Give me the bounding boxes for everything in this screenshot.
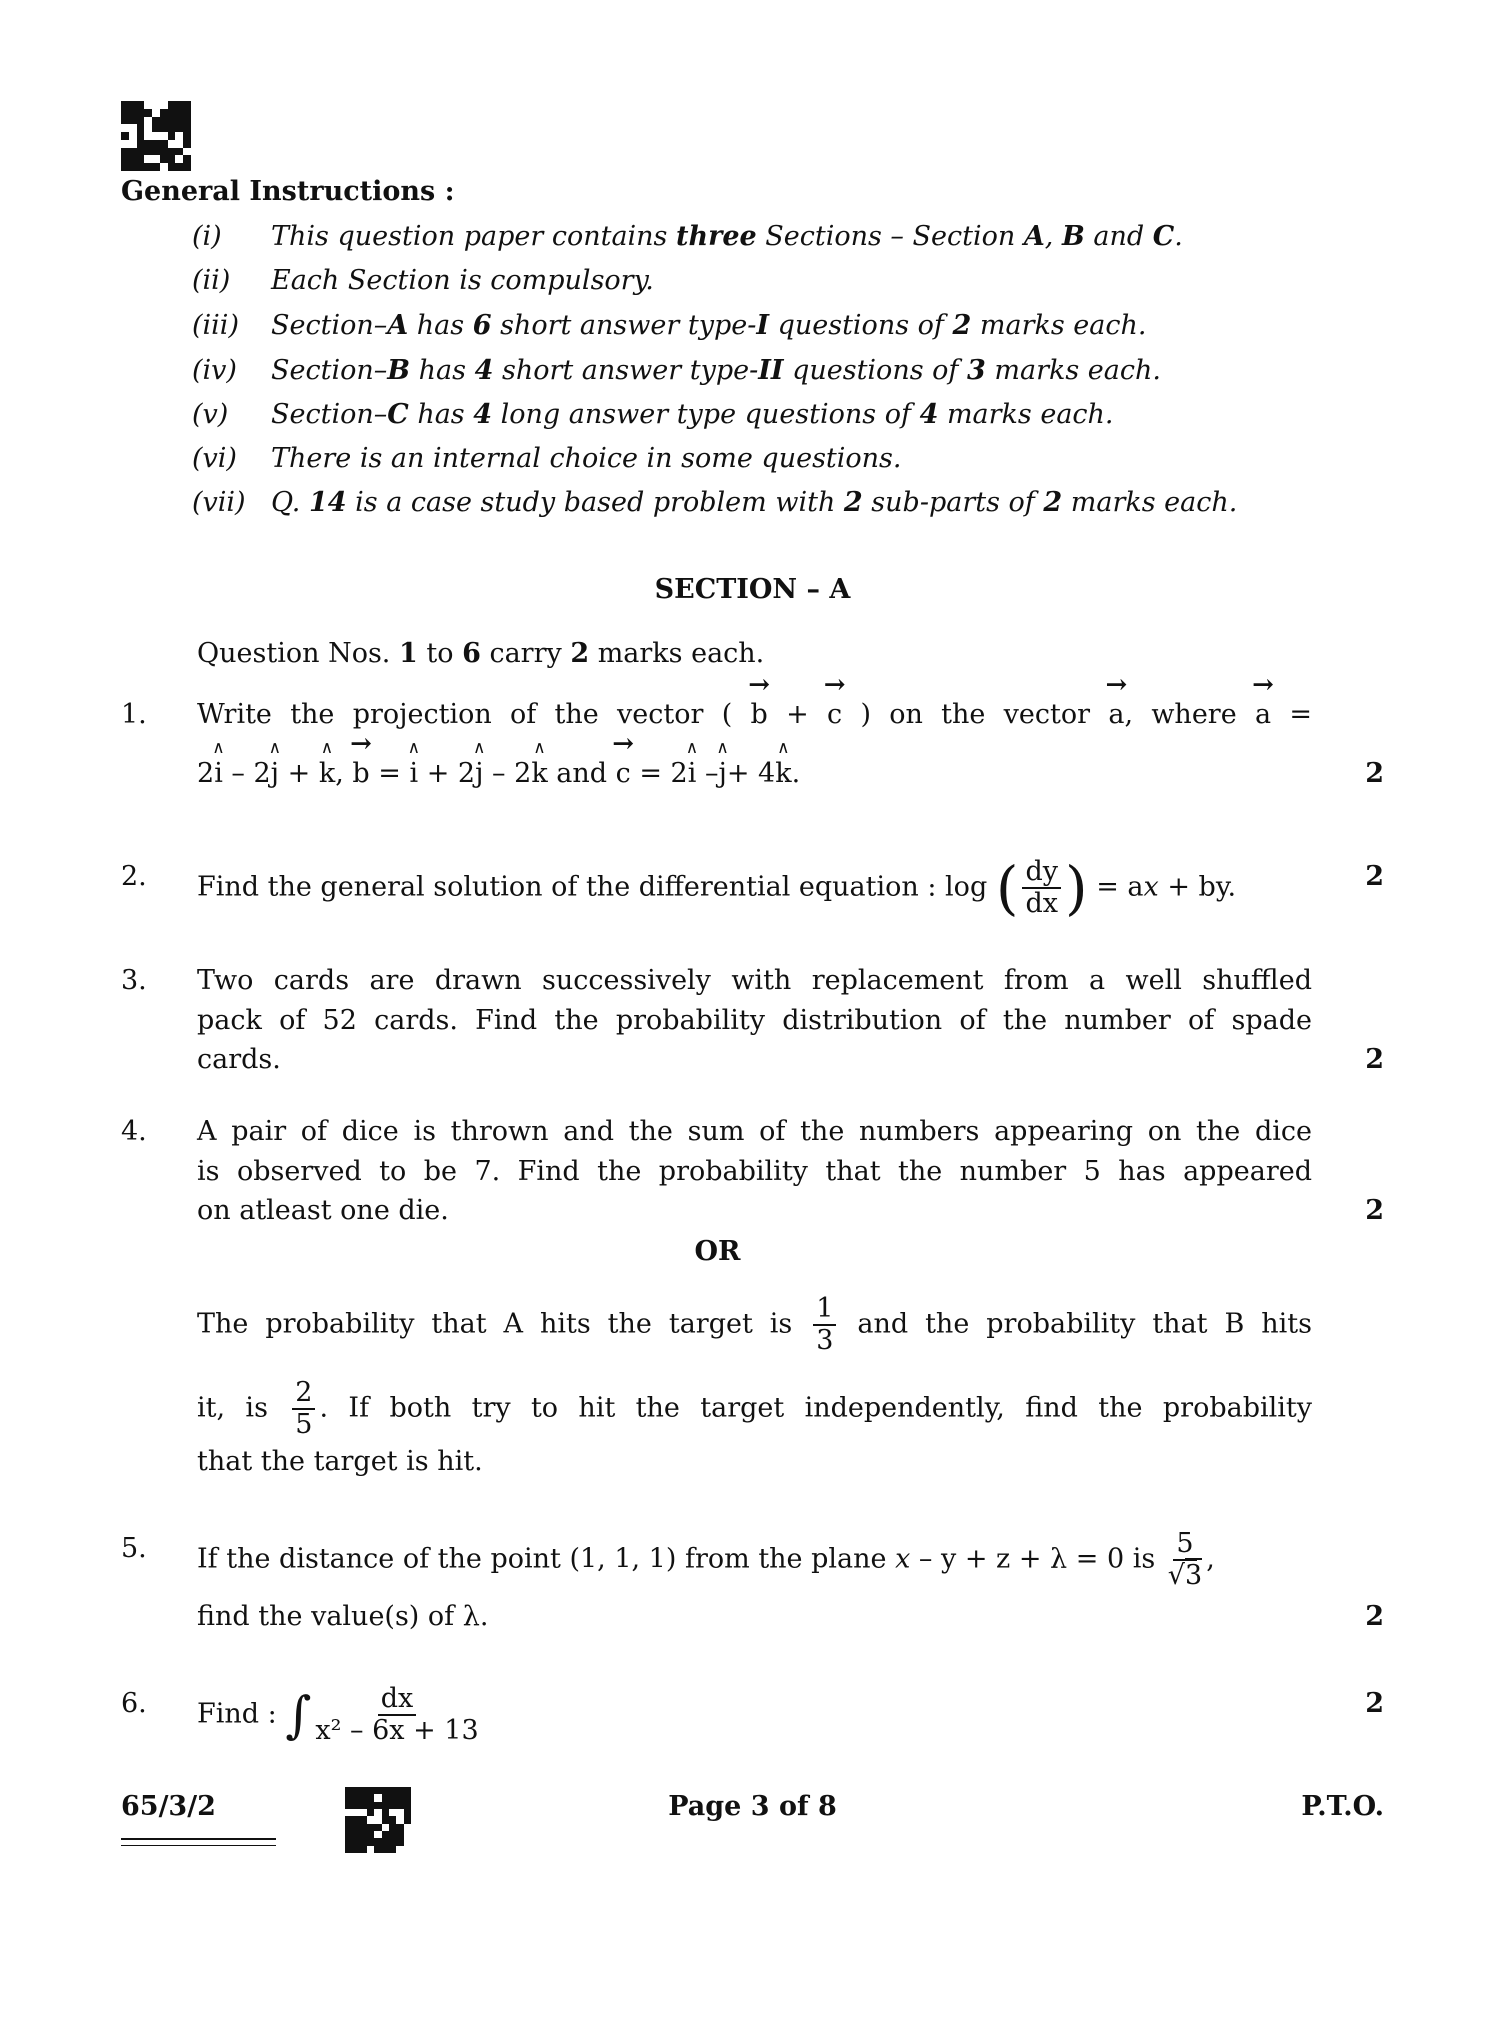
qr-module (144, 109, 152, 117)
qr-module (144, 163, 152, 171)
text-run: Section– (271, 399, 388, 430)
or-label: OR (694, 1236, 741, 1267)
qr-module (175, 101, 183, 109)
qr-module (160, 132, 168, 140)
question-marks: 2 (1365, 1688, 1384, 1719)
vector-symbol: → c (827, 695, 842, 735)
fraction (1168, 1529, 1202, 1591)
denominator (1168, 1561, 1202, 1591)
qr-module (175, 109, 183, 117)
question-marks: 2 (1365, 1601, 1384, 1632)
text-run: Sections – Section (756, 221, 1024, 252)
qr-module (175, 148, 183, 156)
qr-module (129, 109, 137, 117)
text-run: marks each. (1062, 487, 1238, 518)
text-run: sub-parts of (862, 487, 1044, 518)
text-run: Section– (271, 310, 388, 341)
text-run: ) on the vector (842, 699, 1109, 730)
numerator: dy (1022, 857, 1061, 889)
unit-vector-symbol: ∧ j (475, 754, 483, 794)
qr-module (137, 124, 145, 132)
numerator: dx (378, 1684, 417, 1716)
text-run: long answer type questions of (492, 399, 920, 430)
text-run: , (1206, 1543, 1215, 1575)
qr-module (374, 1831, 381, 1838)
parenthesis: ) (1065, 854, 1088, 922)
instruction-text (271, 351, 1161, 391)
numerator: 2 (292, 1378, 315, 1410)
qr-module (144, 132, 152, 140)
text-run: + by. (1158, 871, 1237, 903)
qr-module (382, 1831, 389, 1838)
instruction-number: (i) (192, 221, 222, 252)
qr-module (137, 155, 145, 163)
denominator: 5 (295, 1409, 313, 1440)
qr-module (396, 1846, 403, 1853)
qr-module (129, 140, 137, 148)
question-marks: 2 (1365, 1195, 1384, 1226)
question-marks: 2 (1365, 861, 1384, 892)
instruction-text (271, 395, 1114, 435)
qr-module (152, 163, 160, 171)
qr-module (121, 148, 129, 156)
qr-module (175, 155, 183, 163)
qr-module (152, 155, 160, 163)
paper-code: 65/3/2 (121, 1791, 216, 1822)
instruction-text (271, 306, 1146, 346)
qr-module (374, 1838, 381, 1845)
text-run: + (279, 758, 319, 789)
instruction-number: (v) (192, 399, 229, 430)
text-run: , (1044, 221, 1062, 252)
qr-module (121, 132, 129, 140)
bold-text: A (387, 310, 409, 341)
instruction-text (271, 217, 1183, 257)
qr-module (144, 140, 152, 148)
text-run: Find : (197, 1698, 286, 1730)
text-run: Q. (271, 487, 309, 518)
question-marks: 2 (1365, 1044, 1384, 1075)
qr-module (144, 148, 152, 156)
q4-alt-line1 (197, 1293, 1312, 1356)
qr-module (121, 109, 129, 117)
vector-symbol: → b (751, 695, 768, 735)
q5-line2 (197, 1597, 488, 1637)
question-number: 6. (121, 1688, 147, 1719)
unit-vector-symbol: ∧ i (409, 754, 418, 794)
q4-alt-line3 (197, 1442, 483, 1482)
qr-module (160, 140, 168, 148)
text-run: carry (480, 638, 571, 669)
qr-module (168, 117, 176, 125)
instruction-text (271, 439, 902, 479)
text-run: Write the projection of the vector ( (197, 699, 751, 730)
instruction-number: (iii) (192, 310, 239, 341)
sqrt-radicand: 3 (1185, 1560, 1203, 1591)
text-run: marks each. (589, 638, 765, 669)
qr-module (175, 117, 183, 125)
qr-module (183, 109, 191, 117)
text-run: has (410, 355, 475, 386)
qr-module (137, 148, 145, 156)
qr-module (183, 117, 191, 125)
q4-alt-line2 (197, 1377, 1312, 1440)
q1-line2 (197, 754, 800, 794)
text-run: Question Nos. (197, 638, 399, 669)
qr-module (129, 124, 137, 132)
question-number: 3. (121, 965, 147, 996)
bold-text: 2 (843, 487, 863, 518)
unit-vector-symbol: ∧ k (319, 754, 335, 794)
unit-vector-symbol: ∧ j (271, 754, 279, 794)
qr-module (168, 148, 176, 156)
text-run: , where (1124, 699, 1255, 730)
qr-module (183, 148, 191, 156)
instruction-number: (iv) (192, 355, 237, 386)
paper-code-underline (121, 1838, 276, 1846)
question-number: 1. (121, 699, 147, 730)
unit-vector-symbol: ∧ k (775, 754, 791, 794)
general-instructions-heading: General Instructions : (121, 176, 455, 207)
bold-text: 14 (308, 487, 347, 518)
qr-module (352, 1838, 359, 1845)
qr-module (129, 101, 137, 109)
text-run: = a (1087, 871, 1144, 903)
qr-module (374, 1846, 381, 1853)
text-run: it, is (197, 1392, 289, 1424)
vector-symbol: → c (616, 754, 631, 794)
qr-module (121, 117, 129, 125)
text-run: that the target is hit. (197, 1446, 483, 1477)
text-run: = (1271, 699, 1312, 730)
qr-module (183, 155, 191, 163)
qr-module (129, 155, 137, 163)
qr-module (168, 163, 176, 171)
text-run: and the probability that B hits (840, 1308, 1312, 1340)
bold-text: 3 (966, 355, 986, 386)
parenthesis: ( (995, 854, 1019, 922)
unit-vector-symbol: ∧ i (214, 754, 223, 794)
numerator: 5 (1173, 1529, 1196, 1561)
bold-text: 2 (570, 638, 590, 669)
italic-variable: x (1143, 871, 1159, 903)
text-run: marks each. (985, 355, 1161, 386)
qr-module (137, 140, 145, 148)
qr-module (175, 140, 183, 148)
text-run: short answer type- (491, 310, 757, 341)
qr-module (152, 140, 160, 148)
fraction (1022, 857, 1061, 919)
unit-vector-symbol: ∧ k (531, 754, 547, 794)
qr-module (160, 155, 168, 163)
bold-text: 2 (1043, 487, 1063, 518)
vector-symbol: → b (352, 754, 369, 794)
text-run: questions of (783, 355, 967, 386)
text-run: has (408, 310, 473, 341)
text-run: – (696, 758, 719, 789)
qr-module (389, 1838, 396, 1845)
denominator: 3 (816, 1325, 834, 1356)
qr-module (382, 1838, 389, 1845)
qr-module (168, 101, 176, 109)
text-run: , (335, 758, 353, 789)
text-run: There is an internal choice in some questions. (271, 443, 902, 474)
qr-module (144, 124, 152, 132)
bold-text: C (387, 399, 409, 430)
qr-module (152, 109, 160, 117)
unit-vector-symbol: ∧ j (718, 754, 726, 794)
text-run: and (547, 758, 616, 789)
q3-line: Two cards are drawn successively with replacement from a well shuffled (197, 965, 1312, 996)
sqrt-sign: √ (1167, 1560, 1186, 1591)
text-run: Each Section is compulsory. (271, 265, 654, 296)
text-run: and (1084, 221, 1153, 252)
text-run: This question paper contains (271, 221, 676, 252)
section-title: SECTION – A (654, 574, 851, 605)
q2-line1 (197, 854, 1237, 922)
text-run: The probability that A hits the target is (197, 1308, 810, 1340)
qr-module (137, 163, 145, 171)
bold-text: B (1061, 221, 1085, 252)
qr-module (404, 1838, 411, 1845)
qr-module (144, 117, 152, 125)
qr-module (129, 148, 137, 156)
text-run: questions of (768, 310, 953, 341)
q3-line: cards. (197, 1044, 281, 1075)
fraction (292, 1378, 315, 1440)
qr-module (360, 1846, 367, 1853)
fraction (813, 1294, 836, 1356)
text-run: + (767, 699, 828, 730)
text-run: marks each. (938, 399, 1114, 430)
question-marks: 2 (1365, 758, 1384, 789)
qr-module (175, 132, 183, 140)
text-run: short answer type- (493, 355, 759, 386)
qr-module (137, 117, 145, 125)
qr-module (367, 1846, 374, 1853)
bold-text: II (758, 355, 784, 386)
denominator: dx (1025, 888, 1058, 919)
text-run: . (1174, 221, 1183, 252)
qr-module (404, 1831, 411, 1838)
qr-code-top (121, 101, 191, 171)
text-run: – y + z + λ = 0 is (910, 1543, 1164, 1575)
qr-module (367, 1838, 374, 1845)
instruction-number: (vi) (192, 443, 237, 474)
qr-module (129, 132, 137, 140)
qr-module (396, 1838, 403, 1845)
bold-text: 2 (952, 310, 972, 341)
bold-text: 4 (474, 355, 494, 386)
bold-text: 6 (462, 638, 481, 669)
vector-symbol: → a (1108, 695, 1124, 735)
qr-module (121, 163, 129, 171)
bold-text: C (1152, 221, 1175, 252)
text-run: . (791, 758, 801, 789)
qr-module (367, 1831, 374, 1838)
text-run: Section– (271, 355, 388, 386)
text-run: 2 (197, 758, 215, 789)
text-run: If the distance of the point (1, 1, 1) from the plane (197, 1543, 896, 1575)
qr-module (137, 109, 145, 117)
instruction-number: (vii) (192, 487, 246, 518)
qr-module (389, 1831, 396, 1838)
instruction-text (271, 483, 1237, 523)
unit-vector-symbol: ∧ i (688, 754, 697, 794)
qr-module (129, 163, 137, 171)
qr-module (152, 124, 160, 132)
bold-text: 1 (398, 638, 418, 669)
section-intro (197, 634, 764, 674)
q4-line: on atleast one die. (197, 1195, 449, 1226)
qr-module (396, 1831, 403, 1838)
qr-module (121, 101, 129, 109)
text-run: has (408, 399, 474, 430)
vector-symbol: → a (1255, 695, 1271, 735)
text-run: find the value(s) of λ. (197, 1601, 489, 1632)
qr-module (404, 1846, 411, 1853)
q4-line: A pair of dice is thrown and the sum of the numbers appearing on the dice (197, 1116, 1312, 1147)
qr-module (160, 117, 168, 125)
qr-module (137, 101, 145, 109)
instruction-number: (ii) (192, 265, 231, 296)
qr-module (160, 101, 168, 109)
qr-module (121, 155, 129, 163)
qr-module (175, 163, 183, 171)
qr-module (352, 1846, 359, 1853)
qr-module (168, 132, 176, 140)
qr-module (168, 124, 176, 132)
question-number: 4. (121, 1116, 147, 1147)
qr-module (160, 124, 168, 132)
text-run: + 4 (726, 758, 776, 789)
text-run: Find the general solution of the differential equation : log (197, 871, 996, 903)
qr-module (129, 117, 137, 125)
qr-module (183, 140, 191, 148)
bold-text: B (387, 355, 411, 386)
qr-module (160, 109, 168, 117)
bold-text: I (756, 310, 769, 341)
q5-line1 (197, 1528, 1215, 1591)
qr-module (389, 1846, 396, 1853)
integral-sign: ∫ (285, 1686, 312, 1744)
qr-module (144, 155, 152, 163)
qr-module (152, 117, 160, 125)
text-run: + 2 (418, 758, 476, 789)
qr-module (168, 140, 176, 148)
bold-text: 6 (472, 310, 492, 341)
q4-line: is observed to be 7. Find the probability that the number 5 has appeared (197, 1156, 1312, 1187)
text-run: . If both try to hit the target independently, find the probability (319, 1392, 1312, 1424)
text-run: to (417, 638, 463, 669)
italic-variable: x (895, 1543, 911, 1575)
question-number: 2. (121, 861, 147, 892)
q6-line1 (197, 1683, 483, 1746)
qr-module (144, 101, 152, 109)
qr-module (152, 101, 160, 109)
qr-module (160, 163, 168, 171)
qr-module (360, 1831, 367, 1838)
bold-text: 4 (919, 399, 939, 430)
bold-text: three (676, 221, 757, 252)
qr-module (382, 1846, 389, 1853)
page-number: Page 3 of 8 (668, 1791, 837, 1822)
qr-module (168, 109, 176, 117)
text-run: marks each. (971, 310, 1147, 341)
qr-module (152, 148, 160, 156)
qr-module (121, 140, 129, 148)
denominator: x² – 6x + 13 (315, 1715, 479, 1746)
qr-module (175, 124, 183, 132)
qr-module (168, 155, 176, 163)
bold-text: A (1023, 221, 1045, 252)
fraction (315, 1684, 478, 1746)
qr-module (183, 101, 191, 109)
instruction-text (271, 261, 654, 301)
qr-module (183, 124, 191, 132)
q3-line: pack of 52 cards. Find the probability distribution of the number of spade (197, 1005, 1312, 1036)
text-run: is a case study based problem with (346, 487, 844, 518)
question-number: 5. (121, 1533, 147, 1564)
qr-module (345, 1831, 352, 1838)
numerator: 1 (813, 1294, 836, 1326)
qr-module (121, 124, 129, 132)
qr-module (160, 148, 168, 156)
text-run: – 2 (483, 758, 532, 789)
text-run: – 2 (222, 758, 271, 789)
text-run: = 2 (630, 758, 688, 789)
pto-label: P.T.O. (1301, 1791, 1384, 1822)
qr-module (137, 132, 145, 140)
qr-module (352, 1831, 359, 1838)
bold-text: 4 (473, 399, 493, 430)
qr-module (183, 163, 191, 171)
qr-module (360, 1838, 367, 1845)
qr-module (152, 132, 160, 140)
qr-module (183, 132, 191, 140)
text-run: = (369, 758, 410, 789)
qr-module (345, 1846, 352, 1853)
qr-module (345, 1838, 352, 1845)
